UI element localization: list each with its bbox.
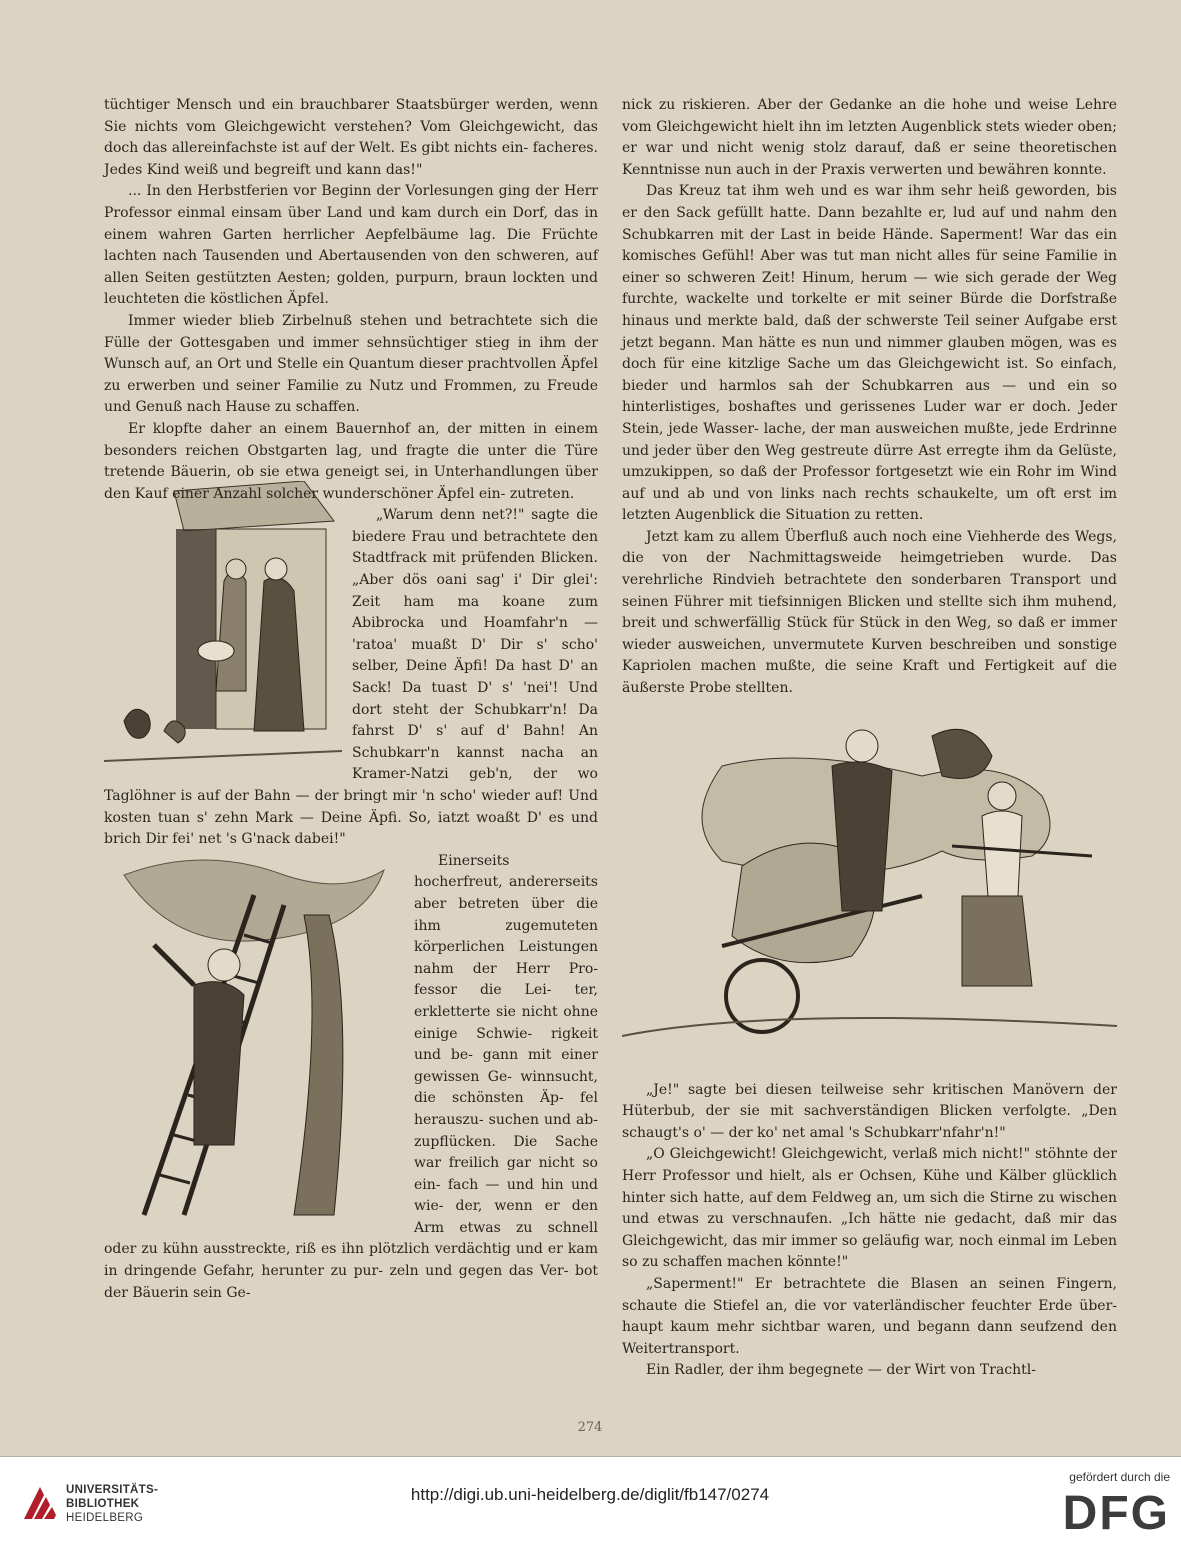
ub-name-line2: BIBLIOTHEK (66, 1498, 140, 1510)
paragraph: Er klopfte daher an einem Bauernhof an, der mitten in einem besonders reichen Obstgarten lag, und fragte die unter die Türe tretende Bäuerin, ob sie etwa geneigt sei, in Unterhandlungen über den Kauf einer Anzahl solcher wunderschöner Äpfel ein- zutreten. (104, 420, 598, 502)
illustration-wheelbarrow (622, 706, 1117, 1076)
paragraph: ... In den Herbstferien vor Beginn der Vorlesungen ging der Herr Professor einmal einsam über Land und kam durch ein Dorf, das in einem wahren Garten herrlicher Aepfelbäume lag. Die Früchte lachten nach Tausenden und Abertausenden von den schweren, auf allen Seiten gestützten Aesten; golden, purpurn, braun lockten und leuchteten die köstlichen Äpfel. (104, 183, 598, 308)
paragraph-quote: „Saperment!" Er betrachtete die Blasen an seinen Fingern, schaute die Stiefel an, die vor vaterländischer feuchter Erde über- haupt kaum mehr sichtbar waren, und begann dann seufzend den Weitertransport. (622, 1275, 1117, 1357)
university-library-logo-icon[interactable] (20, 1483, 60, 1523)
paragraph: Jetzt kam zu allem Überfluß auch noch eine Viehherde des Wegs, die von der Nachmittagsweide heimgetrieben wurde. Das verehrliche Rindvieh betrachtete den sonderbaren Transport und seinen Führer mit tiefsinnigen Blicken und stellte sich ihm muhend, breit und schwerfällig Stück für Stück in den Weg, so daß er immer wieder ausweichen, unvermutete Kurven beschreiben und sonstige Kapriolen machen mußte, die seine Kraft und Fertigkeit auf die äußerste Probe stellten. (622, 528, 1117, 697)
paragraph-quote: „Je!" sagte bei diesen teilweise sehr kritischen Manövern der Hüterbub, der sie mit sachverständigen Blicken verfolgte. „Den schaugt's o' — der ko' net amal 's Schubkarr'nfahr'n!" (622, 1081, 1117, 1141)
paragraph: Immer wieder blieb Zirbelnuß stehen und betrachtete sich die Fülle der Gottesgaben und immer sehnsüchtiger stieg in ihm der Wunsch auf, an Ort und Stelle ein Quantum dieser prachtvollen Äpfel zu erwerben und seiner Familie zu Nutz und Frommen, zu Freude und Genuß nach Hause zu schaffen. (104, 312, 598, 416)
paragraph: Einerseits hocherfreut, andererseits aber betreten über die ihm zugemuteten körperlichen Leistungen nahm der Herr Pro- fessor die Lei- ter, erkletterte sie nicht ohne einige Schwie- rigkeit und be- gann mit einer gewissen Ge- winnsucht, die schönsten Äp- fel herauszu- suchen und ab- zupflücken. Die Sache war freilich gar nicht so ein- fach — und hin und wie- der, wenn er den Arm etwas zu schnell oder zu kühn ausstreckte, riß es ihn plötzlich verdächtig und er kam in dringende Gefahr, herunter zu pur- zeln und gegen das Ver- bot der Bäuerin sein Ge- (104, 852, 598, 1301)
paragraph-quote: „Warum denn net?!" sagte die biedere Frau und betrachtete den Stadtfrack mit prüfenden Blicken. „Aber dös oani sag' i' Dir glei': Zeit ham ma koane zum Abibrocka und Hoamfahr'n — 'ratoa' muaßt D' Dir s' scho' selber, Deine Äpfi! Da hast D' an Sack! Da tuast D' s' 'nei'! Und dort steht der Schubkarr'n! Da fahrst D' s' auf d' Bahn! An Schubkarr'n kannst nacha an Kramer-Natzi geb'n, der wo Taglöhner is auf der Bahn — der bringt mir 'n scho' wieder auf! Und kosten tuan s' zehn Mark — Deine Äpfi. So, iatzt woaßt D' es und brich Dir fei' net 's G'nack dabei!" (104, 507, 598, 848)
dfg-logo-icon[interactable]: DFG (1062, 1487, 1170, 1540)
ub-name-line1: UNIVERSITÄTS- (66, 1484, 159, 1496)
illustration-farm-door (104, 481, 342, 781)
illustration-ladder (104, 855, 404, 1225)
page-number: 274 (577, 1420, 603, 1435)
ladder-tree-drawing-icon (104, 855, 404, 1225)
page-url-link[interactable]: http://digi.ub.uni-heidelberg.de/diglit/fb147/0274 (410, 1485, 770, 1504)
ub-name-line3: HEIDELBERG (66, 1512, 144, 1524)
funding-caption: gefördert durch die (1069, 1470, 1170, 1484)
paragraph: tüchtiger Mensch und ein brauchbarer Staatsbürger werden, wenn Sie nichts vom Gleichgewicht verstehen? Vom Gleichgewicht, das doch das allereinfachste ist auf der Welt. Es gibt nichts ein- facheres. Jedes Kind weiß und begreift und kann das!" (104, 97, 598, 178)
right-column (622, 95, 1117, 1382)
paragraph-quote: „O Gleichgewicht! Gleichgewicht, verlaß mich nicht!" stöhnte der Herr Professor und hielt, als er Ochsen, Kühe und Kälber glücklich hinter sich hatte, auf dem Feldweg an, um sich die Stirne zu wischen und etwas zu verschnaufen. „Ich hätte nie gedacht, daß mir das Gleichgewicht, das mir immer so geläufig war, noch einmal im Leben so zu schaffen machen könnte!" (622, 1146, 1117, 1271)
paragraph: Das Kreuz tat ihm weh und es war ihm sehr heiß geworden, bis er den Sack gefüllt hatte. Dann bezahlte er, lud auf und nahm den Schubkarren mit der Last in beide Hände. Saperment! War das ein komisches Gefühl! Aber was tut man nicht alles für seine Familie in einer so schweren Zeit! Hinum, herum — wie sich gerade der Weg furchte, wackelte und torkelte er mit seiner Bürde die Dorfstraße hinaus und merkte bald, daß der schwerste Teil seiner Aufgabe erst jetzt begann. Man hätte es nun und nimmer glauben mögen, was es doch für eine kitzlige Sache um das Gleichgewicht ist. So einfach, bieder und harmlos sah der Schubkarren aus — und ein so hinterlistiges, boshaftes und gerissenes Luder war er doch. Jeder Stein, jede Wasser- lache, der man ausweichen mußte, jede Erdrinne und jeder über den Weg gestreute dürre Ast erregte ihm da Gelüste, umzukippen, so daß der Professor fortgesetzt wie ein Rohr im Wind auf und ab und von links nach rechts schaukelte, um oft erst im letzten Augenblick die Situation zu retten. (622, 183, 1117, 524)
farm-door-drawing-icon (104, 481, 342, 781)
left-column (104, 95, 598, 1304)
paragraph: Ein Radler, der ihm begegnete — der Wirt von Trachtl- (646, 1362, 1036, 1379)
wheelbarrow-cattle-drawing-icon (622, 706, 1117, 1076)
paragraph: nick zu riskieren. Aber der Gedanke an die hohe und weise Lehre vom Gleichgewicht hielt ihn im letzten Augenblick stets wieder oben; er war und nicht wenig stolz darauf, daß er seine theoretischen Kenntnisse nun auch in der Praxis verwerten und bewähren konnte. (622, 97, 1117, 178)
